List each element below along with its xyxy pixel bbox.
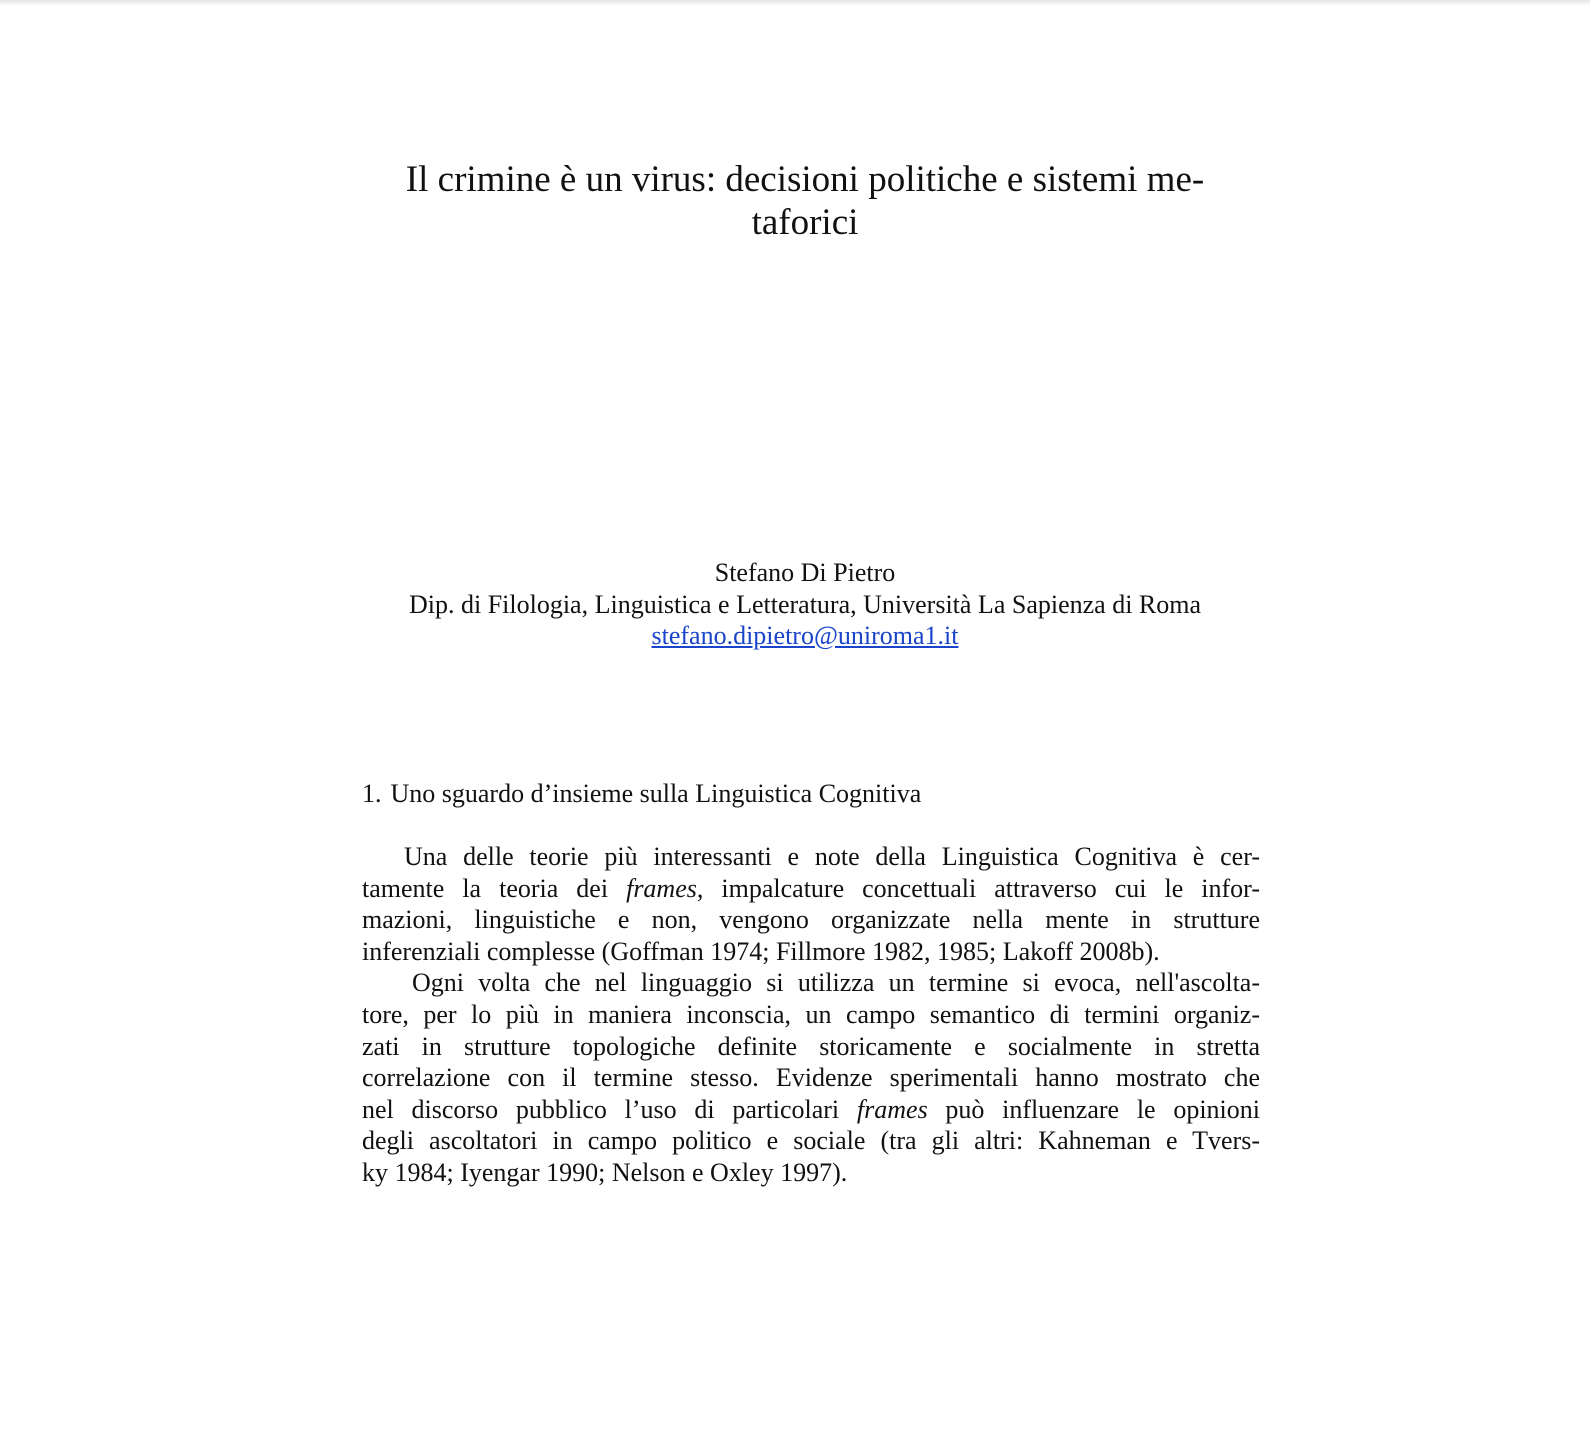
text-line — [362, 1157, 1260, 1189]
section-number: 1. — [362, 779, 382, 808]
text-line — [362, 1062, 1260, 1094]
text-run: degli ascoltatori in campo politico e sociale (tra gli altri: Kahneman e Tvers- — [362, 1126, 1260, 1156]
text-run: correlazione con il termine stesso. Evidenze sperimentali hanno mostrato che — [362, 1063, 1260, 1093]
section-title: Uno sguardo d’insieme sulla Linguistica Cognitiva — [390, 779, 922, 808]
author-affiliation: Dip. di Filologia, Linguistica e Letteratura, Università La Sapienza di Roma — [408, 589, 1202, 619]
text-run: può influenzare le opinioni — [927, 1094, 1261, 1124]
text-run: mazioni, linguistiche e non, vengono organizzate nella mente in strutture — [362, 905, 1260, 935]
text-line — [362, 999, 1260, 1031]
title-line: taforici — [751, 202, 859, 243]
text-run: ky 1984; Iyengar 1990; Nelson e Oxley 1997). — [362, 1157, 848, 1187]
text-line — [362, 904, 1260, 936]
author-block — [340, 557, 1270, 652]
text-run: Una delle teorie più interessanti e note della Linguistica Cognitiva è cer- — [404, 842, 1260, 871]
text-run: inferenziali complesse (Goffman 1974; Fillmore 1982, 1985; Lakoff 2008b). — [362, 936, 1160, 966]
title-line: Il crimine è un virus: decisioni politiche e sistemi me- — [405, 159, 1205, 200]
text-line — [362, 936, 1260, 968]
text-line — [362, 841, 1260, 873]
text-run: zati in strutture topologiche definite storicamente e socialmente in stretta — [362, 1031, 1260, 1061]
section-heading — [362, 778, 921, 810]
text-run: Ogni volta che nel linguaggio si utilizza un termine si evoca, nell'ascolta- — [412, 968, 1260, 998]
text-line — [362, 967, 1260, 999]
text-line — [362, 873, 1260, 905]
text-run: tore, per lo più in maniera inconscia, un campo semantico di termini organiz- — [362, 999, 1260, 1029]
text-run: tamente la teoria dei — [362, 873, 627, 903]
italic-term: frames — [856, 1094, 928, 1124]
italic-term: frames — [626, 873, 697, 903]
text-line — [362, 1031, 1260, 1063]
author-email-link[interactable]: stefano.dipietro@uniroma1.it — [651, 621, 959, 650]
paragraph — [362, 967, 1260, 1188]
text-line — [362, 1125, 1260, 1157]
text-line — [362, 1094, 1260, 1126]
paper-title — [360, 158, 1250, 244]
body-text — [362, 841, 1260, 1189]
text-run: nel discorso pubblico l’uso di particolari — [362, 1094, 857, 1124]
author-name: Stefano Di Pietro — [714, 558, 896, 587]
text-run: , impalcature concettuali attraverso cui le infor- — [696, 873, 1260, 903]
paragraph — [362, 841, 1260, 967]
